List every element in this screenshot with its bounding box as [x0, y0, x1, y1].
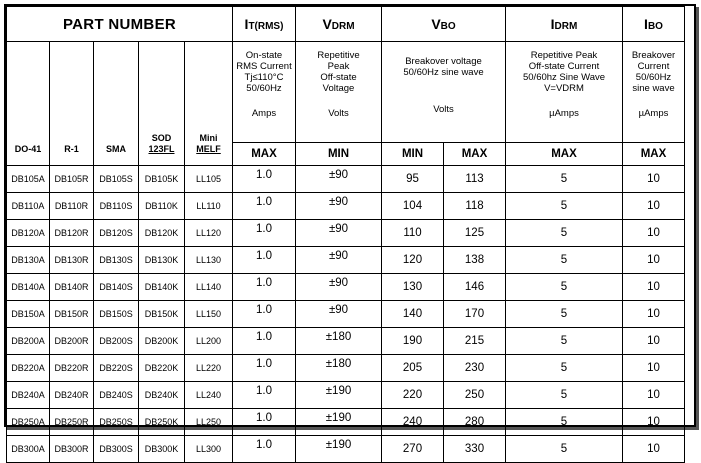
part-number-cell: DB130R	[50, 247, 94, 274]
value-cell: 1.0	[233, 355, 296, 382]
value-cell: 205	[382, 355, 444, 382]
table-row	[7, 409, 685, 436]
part-number-cell: DB240K	[139, 382, 185, 409]
table-row	[7, 382, 685, 409]
value-cell: 330	[444, 436, 506, 463]
part-number-cell: DB105S	[94, 166, 139, 193]
part-number-cell: DB120S	[94, 220, 139, 247]
limit-it: MAX	[233, 143, 296, 166]
part-number-cell: DB130S	[94, 247, 139, 274]
package-r1: R-1	[50, 42, 94, 166]
value-cell: 10	[623, 436, 685, 463]
value-cell: ±190	[296, 382, 382, 409]
limit-vdrm: MIN	[296, 143, 382, 166]
limit-vbo-max: MAX	[444, 143, 506, 166]
desc-idrm: Repetitive Peak Off-state Current 50/60hz Sine Wave V=VDRM µAmps	[506, 42, 623, 143]
part-number-cell: DB200S	[94, 328, 139, 355]
value-cell: 170	[444, 301, 506, 328]
part-number-cell: DB220K	[139, 355, 185, 382]
desc-vdrm: Repetitive Peak Off-state Voltage Volts	[296, 42, 382, 143]
package-sod123fl: SOD 123FL	[139, 42, 185, 166]
part-number-cell: LL250	[185, 409, 233, 436]
value-cell: ±90	[296, 166, 382, 193]
value-cell: 10	[623, 247, 685, 274]
part-number-cell: DB150K	[139, 301, 185, 328]
part-number-cell: DB240A	[7, 382, 50, 409]
table-row	[7, 301, 685, 328]
part-number-cell: DB110S	[94, 193, 139, 220]
part-number-cell: DB200K	[139, 328, 185, 355]
table-row	[7, 166, 685, 193]
value-cell: 10	[623, 301, 685, 328]
param-vdrm: VDRM	[296, 7, 382, 42]
value-cell: 250	[444, 382, 506, 409]
part-number-cell: DB250R	[50, 409, 94, 436]
table-row	[7, 274, 685, 301]
part-number-cell: DB220S	[94, 355, 139, 382]
value-cell: ±190	[296, 409, 382, 436]
desc-it: On-state RMS Current Tj≤110°C 50/60Hz Amps	[233, 42, 296, 143]
value-cell: 1.0	[233, 382, 296, 409]
package-do41: DO-41	[7, 42, 50, 166]
part-number-cell: DB200R	[50, 328, 94, 355]
value-cell: 1.0	[233, 220, 296, 247]
value-cell: 1.0	[233, 166, 296, 193]
part-number-cell: DB130K	[139, 247, 185, 274]
value-cell: 1.0	[233, 436, 296, 463]
value-cell: 110	[382, 220, 444, 247]
table-row	[7, 355, 685, 382]
table-row	[7, 328, 685, 355]
part-number-cell: DB150A	[7, 301, 50, 328]
value-cell: ±180	[296, 328, 382, 355]
part-number-cell: LL120	[185, 220, 233, 247]
part-number-cell: DB200A	[7, 328, 50, 355]
value-cell: 146	[444, 274, 506, 301]
part-number-cell: DB105K	[139, 166, 185, 193]
value-cell: 140	[382, 301, 444, 328]
value-cell: ±90	[296, 220, 382, 247]
part-number-cell: DB120R	[50, 220, 94, 247]
value-cell: 5	[506, 193, 623, 220]
value-cell: 5	[506, 274, 623, 301]
part-number-cell: LL105	[185, 166, 233, 193]
part-number-cell: DB150R	[50, 301, 94, 328]
value-cell: 5	[506, 247, 623, 274]
part-number-cell: DB240R	[50, 382, 94, 409]
package-sma: SMA	[94, 42, 139, 166]
value-cell: 5	[506, 436, 623, 463]
part-number-cell: DB140A	[7, 274, 50, 301]
limit-idrm: MAX	[506, 143, 623, 166]
table-row	[7, 220, 685, 247]
value-cell: ±180	[296, 355, 382, 382]
value-cell: 5	[506, 301, 623, 328]
value-cell: 215	[444, 328, 506, 355]
value-cell: 5	[506, 328, 623, 355]
part-number-heading: PART NUMBER	[7, 7, 233, 42]
value-cell: 280	[444, 409, 506, 436]
part-number-cell: DB300R	[50, 436, 94, 463]
desc-ibo: Breakover Current 50/60Hz sine wave µAmps	[623, 42, 685, 143]
part-number-cell: DB130A	[7, 247, 50, 274]
part-number-cell: DB140R	[50, 274, 94, 301]
value-cell: 10	[623, 220, 685, 247]
value-cell: 118	[444, 193, 506, 220]
value-cell: 10	[623, 382, 685, 409]
value-cell: ±90	[296, 274, 382, 301]
value-cell: 10	[623, 355, 685, 382]
part-number-cell: DB240S	[94, 382, 139, 409]
part-number-table	[6, 6, 685, 463]
part-number-cell: DB120K	[139, 220, 185, 247]
part-number-cell: LL240	[185, 382, 233, 409]
value-cell: 230	[444, 355, 506, 382]
value-cell: 130	[382, 274, 444, 301]
part-number-cell: DB250A	[7, 409, 50, 436]
part-number-cell: DB250S	[94, 409, 139, 436]
value-cell: 270	[382, 436, 444, 463]
value-cell: 5	[506, 382, 623, 409]
table-row	[7, 247, 685, 274]
part-number-cell: DB105R	[50, 166, 94, 193]
part-number-cell: DB110R	[50, 193, 94, 220]
part-number-cell: LL140	[185, 274, 233, 301]
part-number-cell: DB120A	[7, 220, 50, 247]
value-cell: ±90	[296, 247, 382, 274]
part-number-cell: DB110K	[139, 193, 185, 220]
value-cell: 10	[623, 193, 685, 220]
value-cell: 1.0	[233, 328, 296, 355]
value-cell: ±190	[296, 436, 382, 463]
value-cell: ±90	[296, 301, 382, 328]
value-cell: 104	[382, 193, 444, 220]
value-cell: 5	[506, 220, 623, 247]
value-cell: 120	[382, 247, 444, 274]
value-cell: 5	[506, 166, 623, 193]
part-number-cell: LL300	[185, 436, 233, 463]
value-cell: 1.0	[233, 247, 296, 274]
part-number-cell: DB150S	[94, 301, 139, 328]
value-cell: 5	[506, 409, 623, 436]
part-number-cell: DB220A	[7, 355, 50, 382]
part-number-cell: DB140K	[139, 274, 185, 301]
part-number-cell: LL200	[185, 328, 233, 355]
part-number-cell: LL220	[185, 355, 233, 382]
param-it-rms: IT(RMS)	[233, 7, 296, 42]
part-number-cell: DB110A	[7, 193, 50, 220]
table-row	[7, 436, 685, 463]
part-number-cell: LL130	[185, 247, 233, 274]
limit-ibo: MAX	[623, 143, 685, 166]
param-ibo: IBO	[623, 7, 685, 42]
desc-vbo: Breakover voltage 50/60Hz sine wave Volts	[382, 42, 506, 143]
table-row	[7, 193, 685, 220]
value-cell: 10	[623, 409, 685, 436]
value-cell: 95	[382, 166, 444, 193]
value-cell: 1.0	[233, 274, 296, 301]
value-cell: 10	[623, 328, 685, 355]
value-cell: 10	[623, 274, 685, 301]
param-vbo: VBO	[382, 7, 506, 42]
value-cell: 190	[382, 328, 444, 355]
part-number-cell: DB300S	[94, 436, 139, 463]
value-cell: 1.0	[233, 193, 296, 220]
part-number-cell: LL110	[185, 193, 233, 220]
value-cell: 1.0	[233, 301, 296, 328]
part-number-cell: LL150	[185, 301, 233, 328]
value-cell: 10	[623, 166, 685, 193]
value-cell: 220	[382, 382, 444, 409]
part-number-cell: DB300A	[7, 436, 50, 463]
part-number-cell: DB105A	[7, 166, 50, 193]
value-cell: 113	[444, 166, 506, 193]
value-cell: ±90	[296, 193, 382, 220]
package-minimelf: Mini MELF	[185, 42, 233, 166]
part-number-cell: DB300K	[139, 436, 185, 463]
param-idrm: IDRM	[506, 7, 623, 42]
part-number-cell: DB250K	[139, 409, 185, 436]
value-cell: 1.0	[233, 409, 296, 436]
limit-vbo-min: MIN	[382, 143, 444, 166]
value-cell: 240	[382, 409, 444, 436]
value-cell: 5	[506, 355, 623, 382]
value-cell: 138	[444, 247, 506, 274]
value-cell: 125	[444, 220, 506, 247]
part-number-cell: DB220R	[50, 355, 94, 382]
part-number-cell: DB140S	[94, 274, 139, 301]
